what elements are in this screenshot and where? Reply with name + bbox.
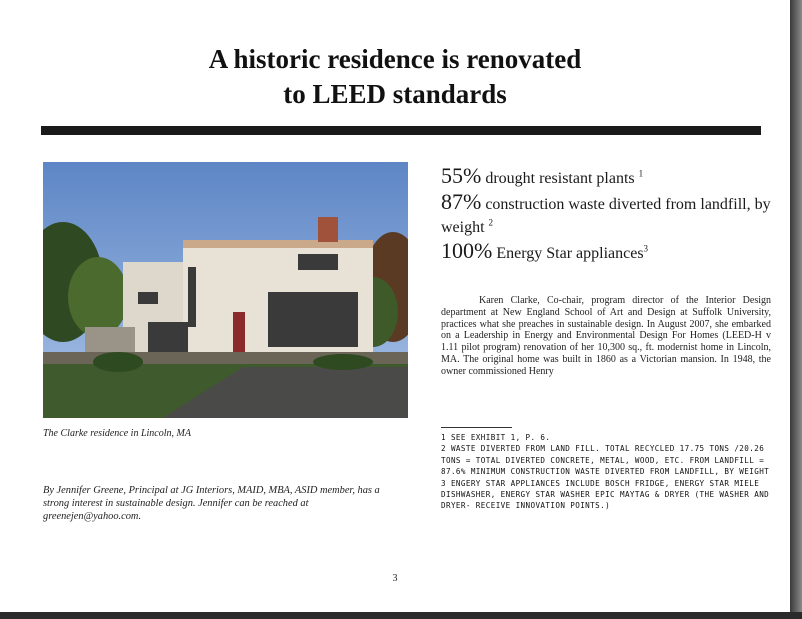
stats-list	[441, 164, 771, 265]
stat-text: Energy Star appliances	[492, 245, 644, 262]
title-line-2: to LEED standards	[283, 79, 507, 109]
footnote-1: 1 SEE EXHIBIT 1, P. 6.	[441, 433, 551, 442]
page-title	[0, 42, 790, 112]
title-rule	[41, 126, 761, 135]
stat-item	[441, 164, 771, 190]
stat-text: construction waste diverted from landfill, by weight	[441, 196, 771, 236]
footnote-3: 3 ENGERY STAR APPLIANCES INCLUDE BOSCH FRIDGE, ENERGY STAR MIELE DISHWASHER, ENERGY STAR WASHER EPIC MAYTAG & DRYER (THE WASHER AND DRYER- RECEIVE INNOVATION POINTS.)	[441, 478, 770, 511]
page-number: 3	[392, 573, 398, 584]
stat-item	[441, 190, 771, 239]
body-paragraph: Karen Clarke, Co-chair, program director of the Interior Design department at New England School of Art and Design at Suffolk University, practices what she preaches in sustainable design. In August 2007, she embarked on a Leadership in Energy and Environmental Design For Homes (LEED-H v 1.11 pilot program) renovation of her 10,300 sq., ft. modernist home in Lincoln, MA. The original home was built in 1860 as a Victorian mansion. In 1948, the owner commissioned Henry	[441, 295, 771, 377]
footnote-2: 2 WASTE DIVERTED FROM LAND FILL. TOTAL RECYCLED 17.75 TONS /20.26 TONS = TOTAL DIVERTED CONCRETE, METAL, WOOD, ETC. FROM LANDFILL = 87.6% MINIMUM CONSTRUCTION WASTE DIVERTED FROM LANDFILL, BY WEIGHT	[441, 444, 770, 477]
stat-text: drought resistant plants	[481, 170, 639, 187]
stat-percent: 100%	[441, 238, 493, 263]
stat-percent: 87%	[441, 189, 482, 214]
author-byline: By Jennifer Greene, Principal at JG Interiors, MAID, MBA, ASID member, has a strong interest in sustainable design. Jennifer can be reached at greenejen@yahoo.com.	[43, 485, 380, 522]
stat-footnote-ref: 1	[638, 168, 644, 179]
title-line-1: A historic residence is renovated	[208, 44, 582, 74]
stat-item	[441, 239, 771, 265]
residence-photo	[43, 162, 408, 418]
page-shadow-bottom	[0, 612, 802, 619]
footnote-rule	[441, 427, 512, 428]
photo-caption: The Clarke residence in Lincoln, MA	[43, 428, 191, 439]
article-body	[441, 295, 771, 378]
stat-footnote-ref: 2	[488, 217, 494, 228]
page-shadow-right	[790, 0, 802, 619]
stat-percent: 55%	[441, 163, 482, 188]
footnotes	[441, 432, 771, 512]
stat-footnote-ref: 3	[643, 243, 649, 254]
